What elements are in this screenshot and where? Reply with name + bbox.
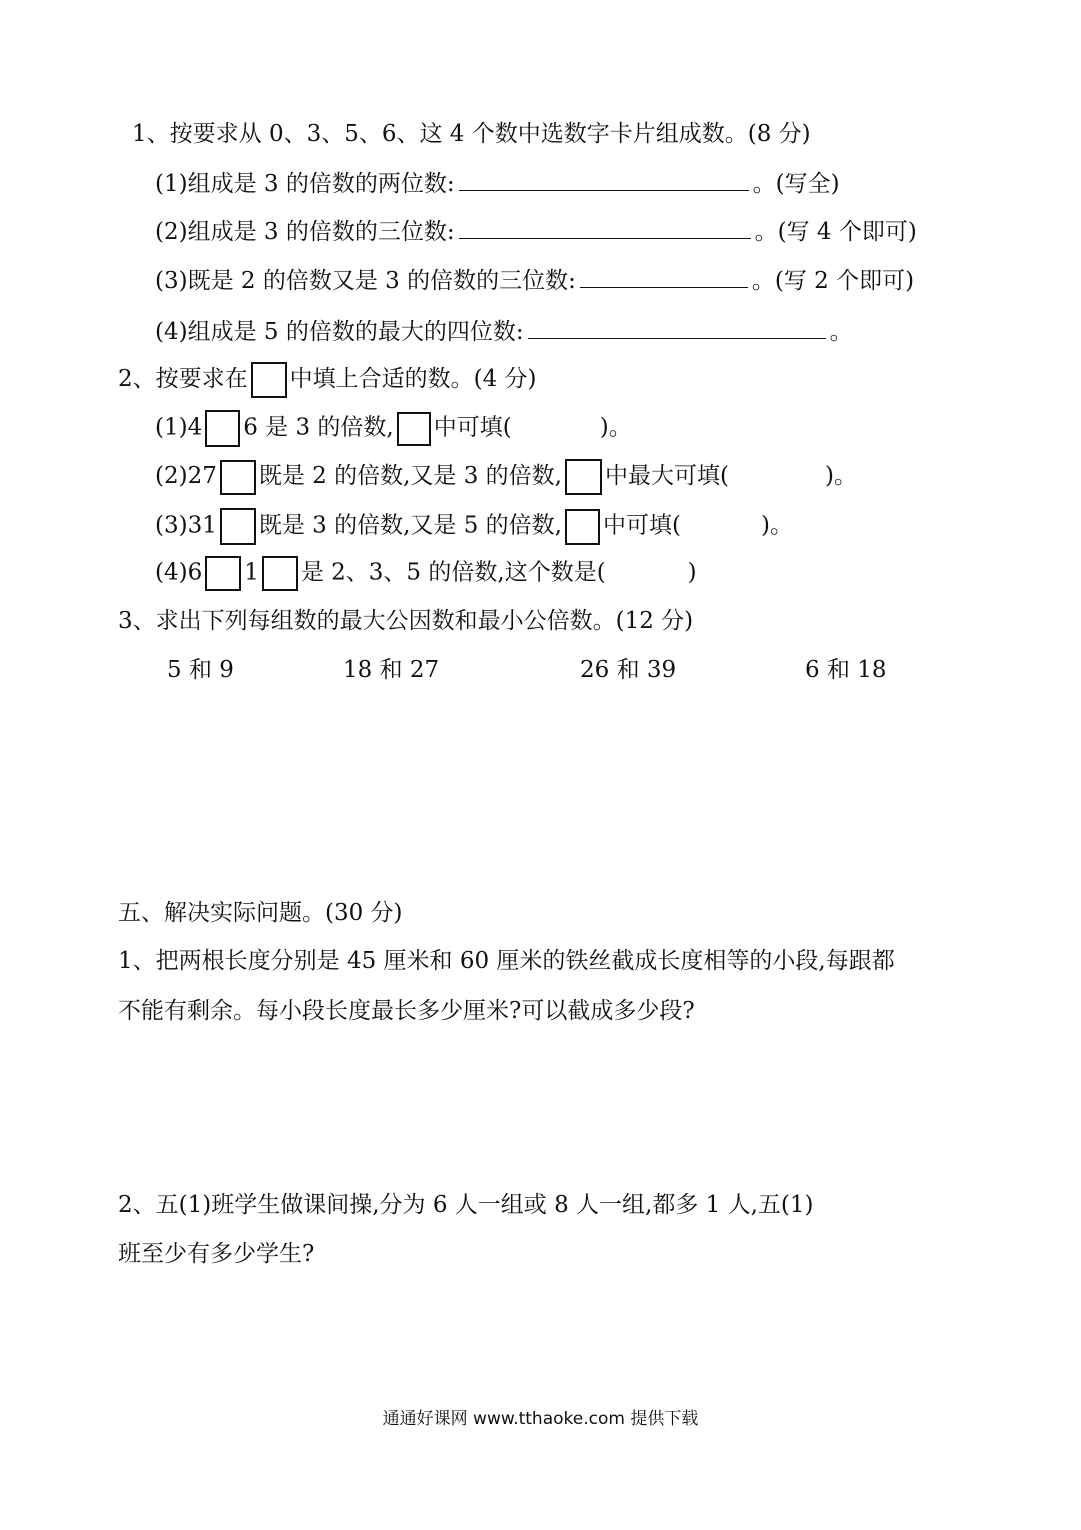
digit-box [251,362,287,398]
answer-blank[interactable] [528,316,826,339]
number-pair: 26 和 39 [580,657,677,683]
answer-blank[interactable] [459,216,751,239]
q2-item-3: (3)31 既是 3 的倍数,又是 5 的倍数, 中可填( )。 [155,508,793,545]
q1-item-4: (4)组成是 5 的倍数的最大的四位数: 。 [155,316,853,347]
problem-1-line-1: 1、把两根长度分别是 45 厘米和 60 厘米的铁丝截成长度相等的小段,每跟都 [118,948,895,974]
answer-blank[interactable] [459,168,749,191]
problem-1-line-2: 不能有剩余。每小段长度最长多少厘米?可以截成多少段? [118,998,695,1024]
q1-item-3: (3)既是 2 的倍数又是 3 的倍数的三位数: 。(写 2 个即可) [155,265,914,296]
q1-item-2: (2)组成是 3 的倍数的三位数: 。(写 4 个即可) [155,216,917,247]
digit-box[interactable] [220,508,256,545]
digit-box[interactable] [205,556,241,591]
q1-title: 1、按要求从 0、3、5、6、这 4 个数中选数字卡片组成数。(8 分) [132,121,811,147]
number-pair: 6 和 18 [805,657,887,683]
q2-item-1: (1)4 6 是 3 的倍数, 中可填( )。 [155,410,632,447]
digit-box[interactable] [220,460,256,495]
footer-credit: 通通好课网 www.tthaoke.com 提供下载 [382,1409,699,1429]
answer-blank[interactable] [580,265,748,288]
q2-title: 2、按要求在 中填上合适的数。(4 分) [118,362,537,398]
problem-2-line-2: 班至少有多少学生? [118,1241,315,1267]
problem-2-line-1: 2、五(1)班学生做课间操,分为 6 人一组或 8 人一组,都多 1 人,五(1) [118,1192,814,1218]
q1-item-1: (1)组成是 3 的倍数的两位数: 。(写全) [155,168,840,199]
q2-item-4: (4)6 1 是 2、3、5 的倍数,这个数是( ) [155,556,697,591]
section5-title: 五、解决实际问题。(30 分) [118,900,403,926]
number-pair: 18 和 27 [343,657,440,683]
digit-box[interactable] [262,556,298,591]
digit-box [565,509,600,545]
digit-box [397,412,431,446]
digit-box[interactable] [205,410,240,447]
q3-title: 3、求出下列每组数的最大公因数和最小公倍数。(12 分) [118,608,694,634]
number-pair: 5 和 9 [167,657,234,683]
q2-item-2: (2)27 既是 2 的倍数,又是 3 的倍数, 中最大可填( )。 [155,459,857,495]
digit-box [565,459,602,495]
